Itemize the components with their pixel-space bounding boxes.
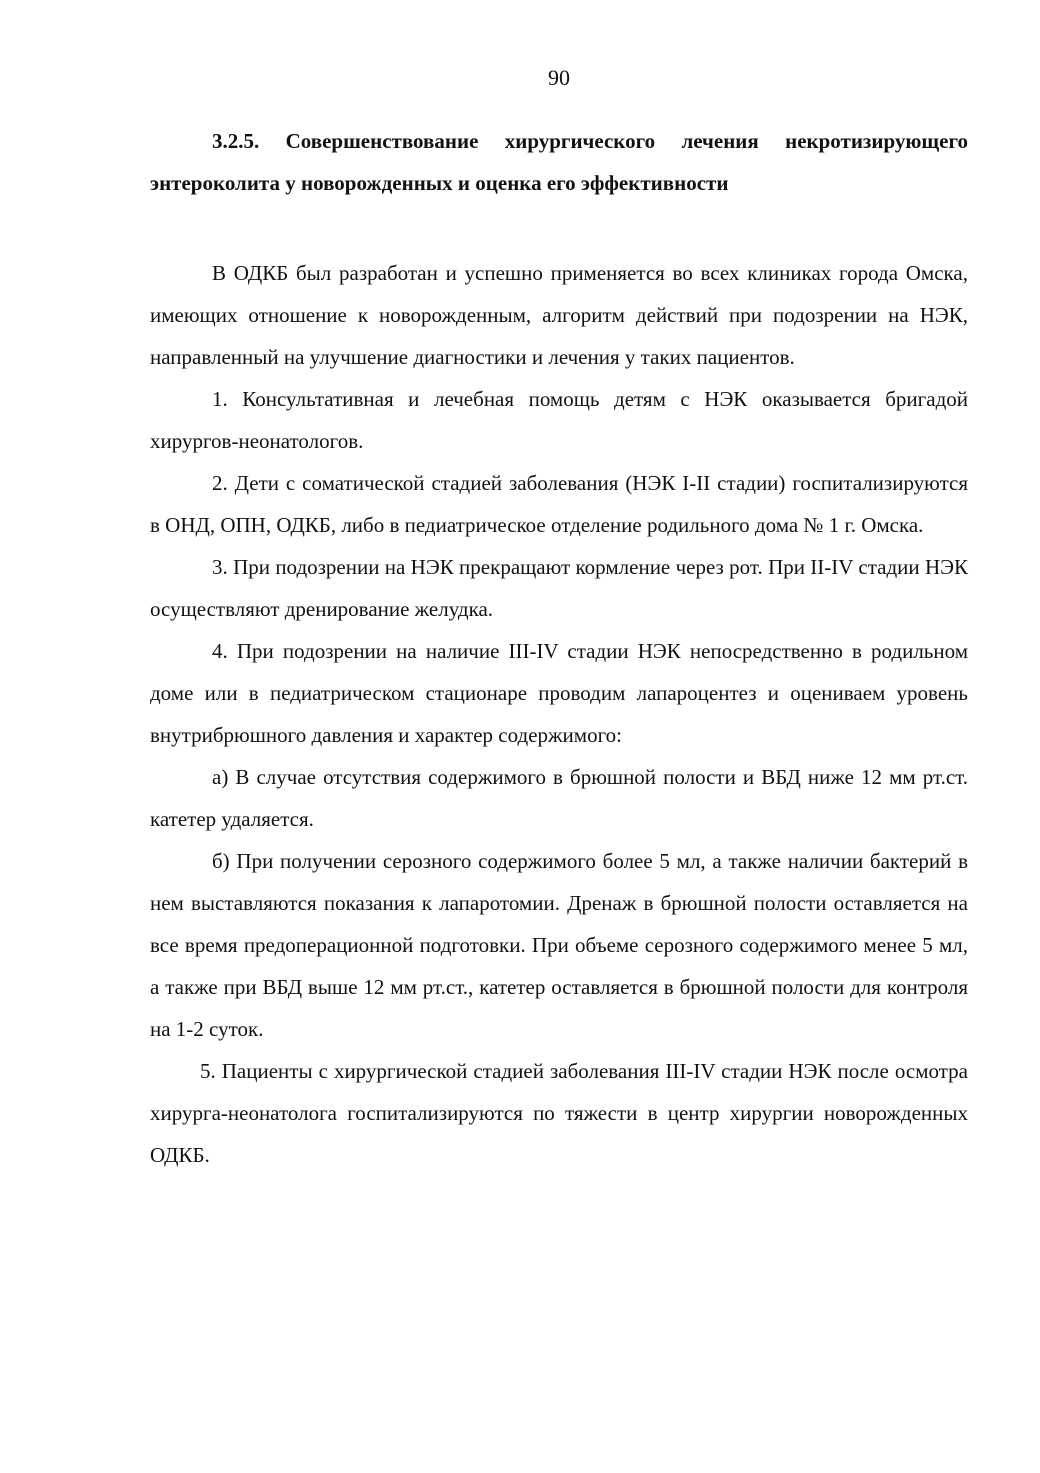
- section-heading: 3.2.5. Совершенствование хирургического лечения некротизирующего энтероколита у новорожденных и оценка его эффективности: [150, 129, 968, 195]
- paragraph-item-4a: а) В случае отсутствия содержимого в брюшной полости и ВБД ниже 12 мм рт.ст. катетер удаляется.: [150, 765, 968, 831]
- paragraph-item-3: 3. При подозрении на НЭК прекращают кормление через рот. При II-IV стадии НЭК осуществляют дренирование желудка.: [150, 555, 968, 621]
- paragraph-item-5: 5. Пациенты с хирургической стадией заболевания III-IV стадии НЭК после осмотра хирурга-неонатолога госпитализируются по тяжести в центр хирургии новорожденных ОДКБ.: [150, 1059, 968, 1167]
- page-content: [150, 120, 968, 1176]
- paragraph-intro: В ОДКБ был разработан и успешно применяется во всех клиниках города Омска, имеющих отношение к новорожденным, алгоритм действий при подозрении на НЭК, направленный на улучшение диагностики и лечения у таких пациентов.: [150, 261, 968, 369]
- page-number: 90: [548, 65, 570, 90]
- paragraph-item-4b: б) При получении серозного содержимого более 5 мл, а также наличии бактерий в нем выставляются показания к лапаротомии. Дренаж в брюшной полости оставляется на все время предоперационной подготовки. При объеме серозного содержимого менее 5 мл, а также при ВБД выше 12 мм рт.ст., катетер оставляется в брюшной полости для контроля на 1-2 суток.: [150, 849, 968, 1041]
- paragraph-item-2: 2. Дети с соматической стадией заболевания (НЭК I-II стадии) госпитализируются в ОНД, ОПН, ОДКБ, либо в педиатрическое отделение родильного дома № 1 г. Омска.: [150, 471, 968, 537]
- paragraph-item-4: 4. При подозрении на наличие III-IV стадии НЭК непосредственно в родильном доме или в педиатрическом стационаре проводим лапароцентез и оцениваем уровень внутрибрюшного давления и характер содержимого:: [150, 639, 968, 747]
- paragraph-item-1: 1. Консультативная и лечебная помощь детям с НЭК оказывается бригадой хирургов-неонатологов.: [150, 387, 968, 453]
